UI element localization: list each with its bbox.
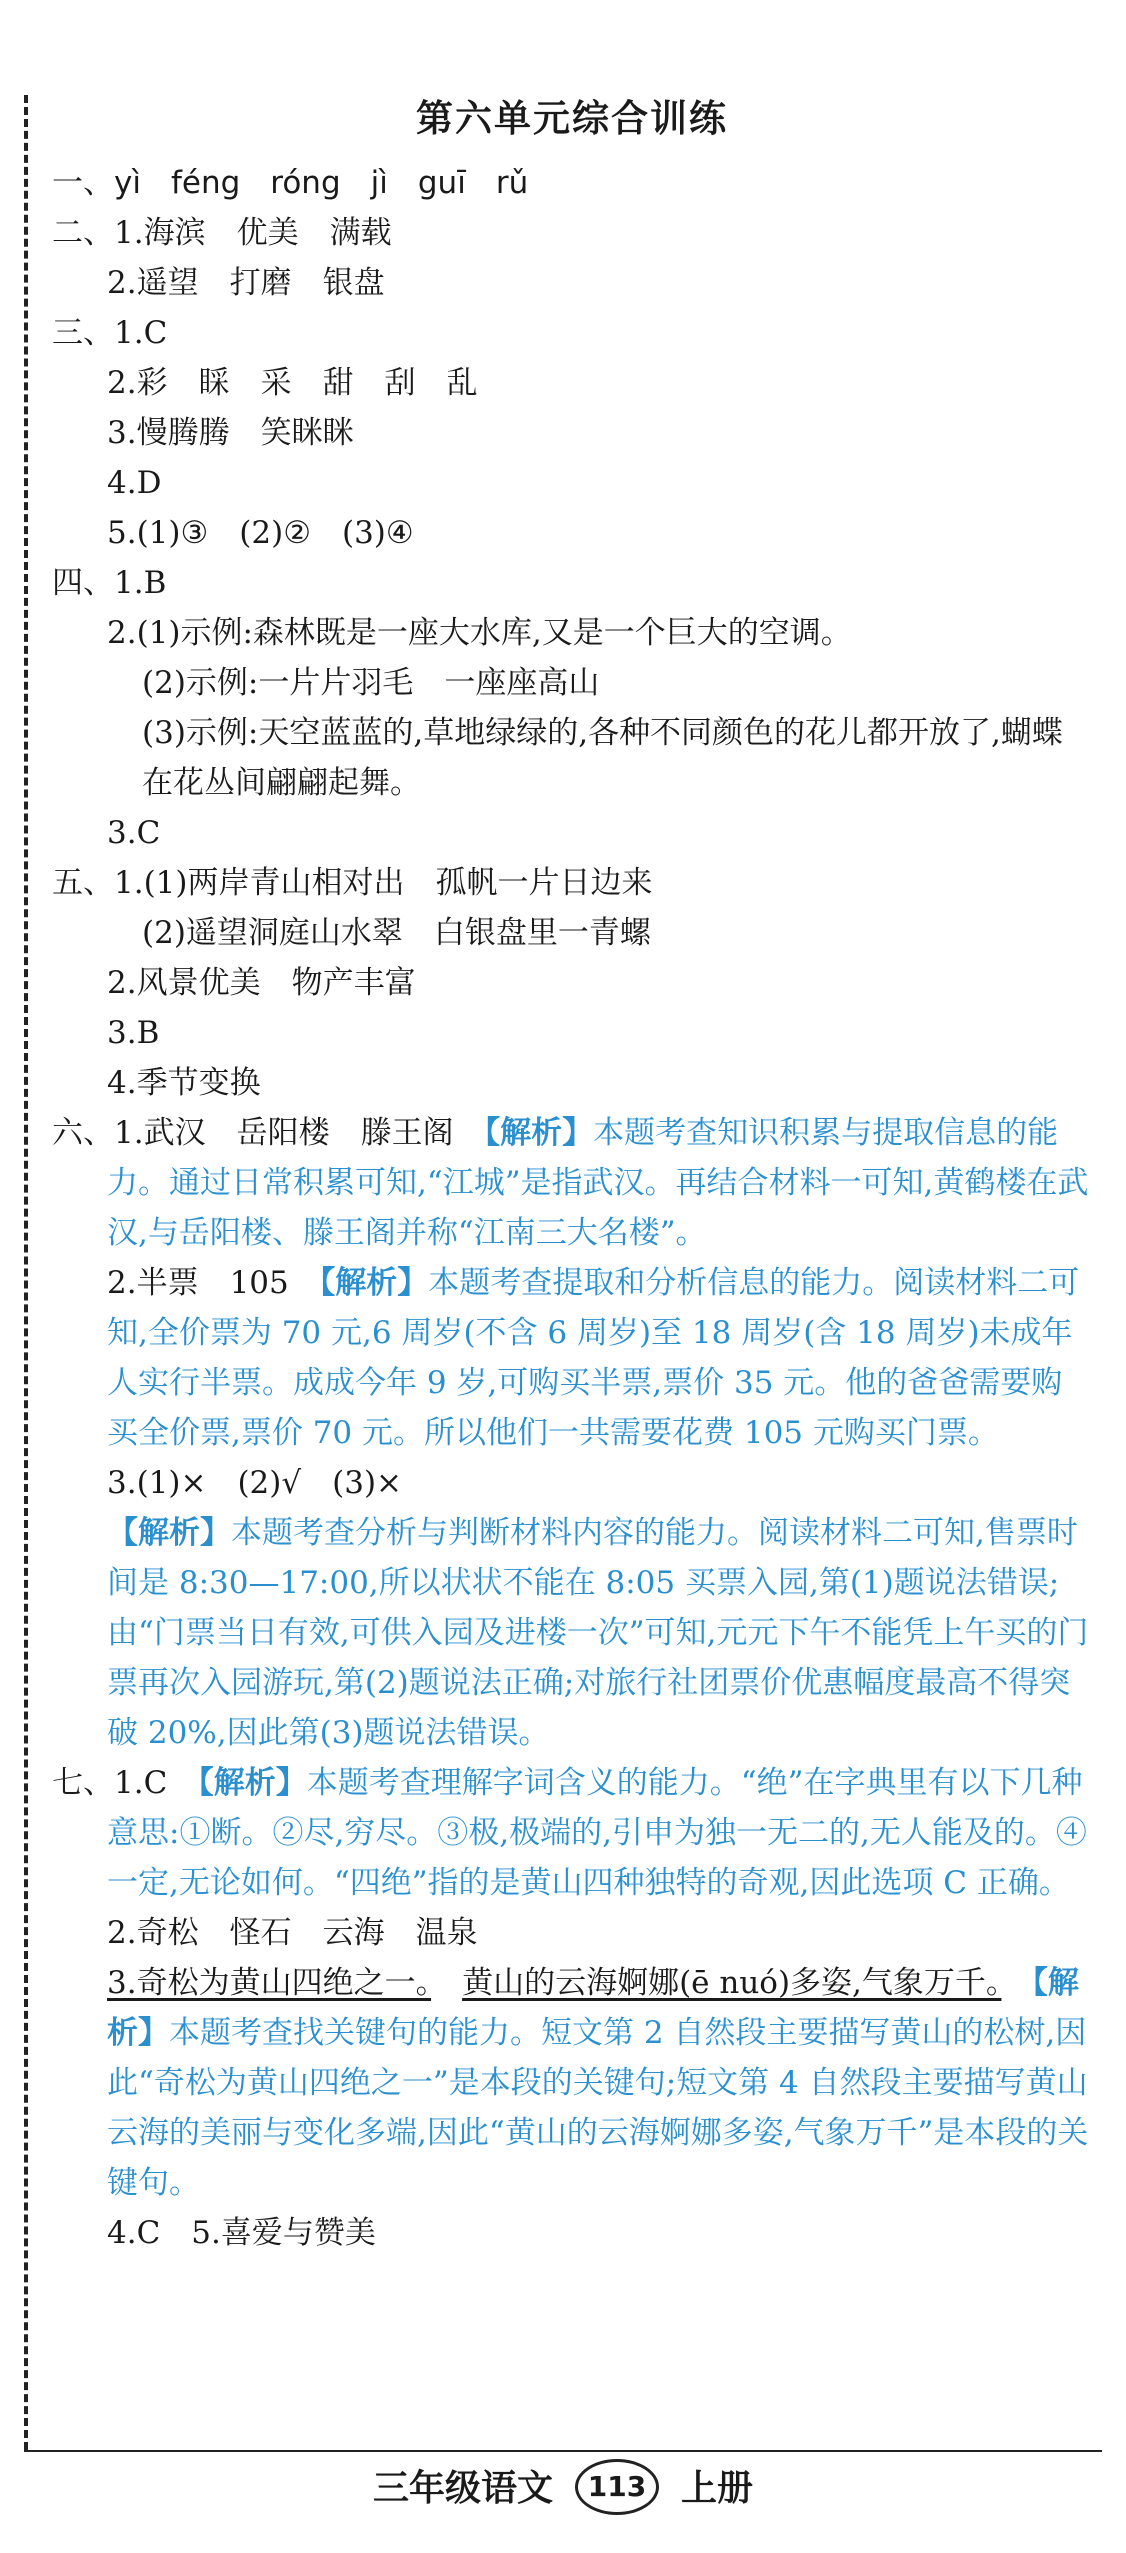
q7-explanation-3: 本题考查找关键句的能力。短文第 2 自然段主要描写黄山的松树,因此“奇松为黄山四绝之一”是本段的关键句;短文第 4 自然段主要描写黄山云海的美丽与变化多端,因此“黄山的云海婀娜多姿,气象万千”是本段的关键句。 <box>107 2015 1089 2201</box>
q6-number: 六、 <box>52 1115 114 1151</box>
analysis-tag: 【解析】 <box>107 1515 231 1551</box>
q6-explanation-3: 本题考查分析与判断材料内容的能力。阅读材料二可知,售票时间是 8:30—17:00,所以状状不能在 8:05 买票入园,第(1)题说法错误;由“门票当日有效,可供入园及进楼一次”可知,元元下午不能凭上午买的门票再次入园游玩,第(2)题说法正确;对旅行社团票价优惠幅度最高不得突破 20%,因此第(3)题说法错误。 <box>107 1515 1089 1751</box>
page-title: 第六单元综合训练 <box>416 97 728 140</box>
answer-page <box>52 88 1092 2258</box>
analysis-tag: 【解析】 <box>198 1765 307 1801</box>
q4-answer-1: 1.B <box>114 565 167 601</box>
q7-answer-1: 1.C <box>114 1765 168 1801</box>
q7-answer-3b: 黄山的云海婀娜(ē nuó)多姿,气象万千。 <box>462 1965 1002 2001</box>
q6-answer-1: 1.武汉 岳阳楼 滕王阁 <box>114 1115 454 1151</box>
q6-item-1 <box>52 1108 1092 1258</box>
pinyin-1: yì <box>114 165 141 201</box>
q5-number: 五、 <box>52 865 114 901</box>
q1-number: 一、 <box>52 165 114 201</box>
page-number: 113 <box>575 2459 659 2515</box>
footer-rule <box>24 2450 1102 2452</box>
cut-line <box>24 95 28 2450</box>
q2-row-2: 2.遥望 打磨 银盘 <box>107 265 385 301</box>
q3-row-5: 5.(1)③ (2)② (3)④ <box>107 515 414 551</box>
page-footer <box>0 2460 1126 2519</box>
pinyin-4: jì <box>370 165 388 201</box>
q4-row-3: (2)示例:一片片羽毛 一座座高山 <box>142 665 600 701</box>
q2-number: 二、 <box>52 215 114 251</box>
q3-row-2: 2.彩 睬 采 甜 刮 乱 <box>107 365 478 401</box>
q7-explanation-1: 本题考查理解字词含义的能力。“绝”在字典里有以下几种意思:①断。②尽,穷尽。③极,极端的,引申为独一无二的,无人能及的。④一定,无论如何。“四绝”指的是黄山四种独特的奇观,因此选项 C 正确。 <box>107 1765 1087 1901</box>
pinyin-2: féng <box>170 165 241 201</box>
q6-item-3: 3.(1)× (2)√ (3)× <box>107 1465 403 1501</box>
q5-answer-1: 1.(1)两岸青山相对出 孤帆一片日边来 <box>114 865 653 901</box>
analysis-tag: 【解析】 <box>107 1965 1079 2051</box>
footer-subject: 三年级语文 <box>372 2468 553 2509</box>
q6-item-2 <box>52 1258 1092 1458</box>
q5-row-3: 2.风景优美 物产丰富 <box>107 965 416 1001</box>
q3-number: 三、 <box>52 315 114 351</box>
q5-row-1 <box>52 858 1092 908</box>
footer-volume: 上册 <box>681 2468 754 2509</box>
q7-answer-3a: 3.奇松为黄山四绝之一。 <box>107 1965 432 2001</box>
q7-number: 七、 <box>52 1765 114 1801</box>
q7-item-4: 4.C 5.喜爱与赞美 <box>107 2215 376 2251</box>
analysis-tag: 【解析】 <box>484 1115 594 1151</box>
analysis-tag: 【解析】 <box>319 1265 429 1301</box>
pinyin-3: róng <box>270 165 341 201</box>
q6-item-3-explanation <box>52 1508 1092 1758</box>
q4-number: 四、 <box>52 565 114 601</box>
q4-row-1 <box>52 558 1092 608</box>
q2-row-1 <box>52 208 1092 258</box>
q5-row-4: 3.B <box>107 1015 160 1051</box>
q2-answer-1: 1.海滨 优美 满载 <box>114 215 392 251</box>
q7-item-2: 2.奇松 怪石 云海 温泉 <box>107 1915 478 1951</box>
q5-row-2: (2)遥望洞庭山水翠 白银盘里一青螺 <box>142 915 651 951</box>
q5-row-5: 4.季节变换 <box>107 1065 261 1101</box>
pinyin-5: guī <box>417 165 466 201</box>
q3-row-3: 3.慢腾腾 笑眯眯 <box>107 415 354 451</box>
q6-explanation-1: 本题考查知识积累与提取信息的能力。通过日常积累可知,“江城”是指武汉。再结合材料一可知,黄鹤楼在武汉,与岳阳楼、滕王阁并称“江南三大名楼”。 <box>107 1115 1089 1251</box>
q4-row-4: (3)示例:天空蓝蓝的,草地绿绿的,各种不同颜色的花儿都开放了,蝴蝶在花丛间翩翩起舞。 <box>142 715 1063 801</box>
q3-answer-1: 1.C <box>114 315 168 351</box>
q4-row-2: 2.(1)示例:森林既是一座大水库,又是一个巨大的空调。 <box>107 615 852 651</box>
q6-answer-2: 2.半票 105 <box>107 1265 289 1301</box>
q7-item-3 <box>52 1958 1092 2208</box>
pinyin-6: rǔ <box>495 165 529 201</box>
q3-row-4: 4.D <box>107 465 162 501</box>
q1-row <box>52 158 1092 208</box>
q4-row-5: 3.C <box>107 815 161 851</box>
q6-explanation-2: 本题考查提取和分析信息的能力。阅读材料二可知,全价票为 70 元,6 周岁(不含 6 周岁)至 18 周岁(含 18 周岁)未成年人实行半票。成成今年 9 岁,可购买半票,票价 35 元。他的爸爸需要购买全价票,票价 70 元。所以他们一共需要花费 105 元购买门票。 <box>107 1265 1080 1451</box>
q7-item-1 <box>52 1758 1092 1908</box>
q3-row-1 <box>52 308 1092 358</box>
